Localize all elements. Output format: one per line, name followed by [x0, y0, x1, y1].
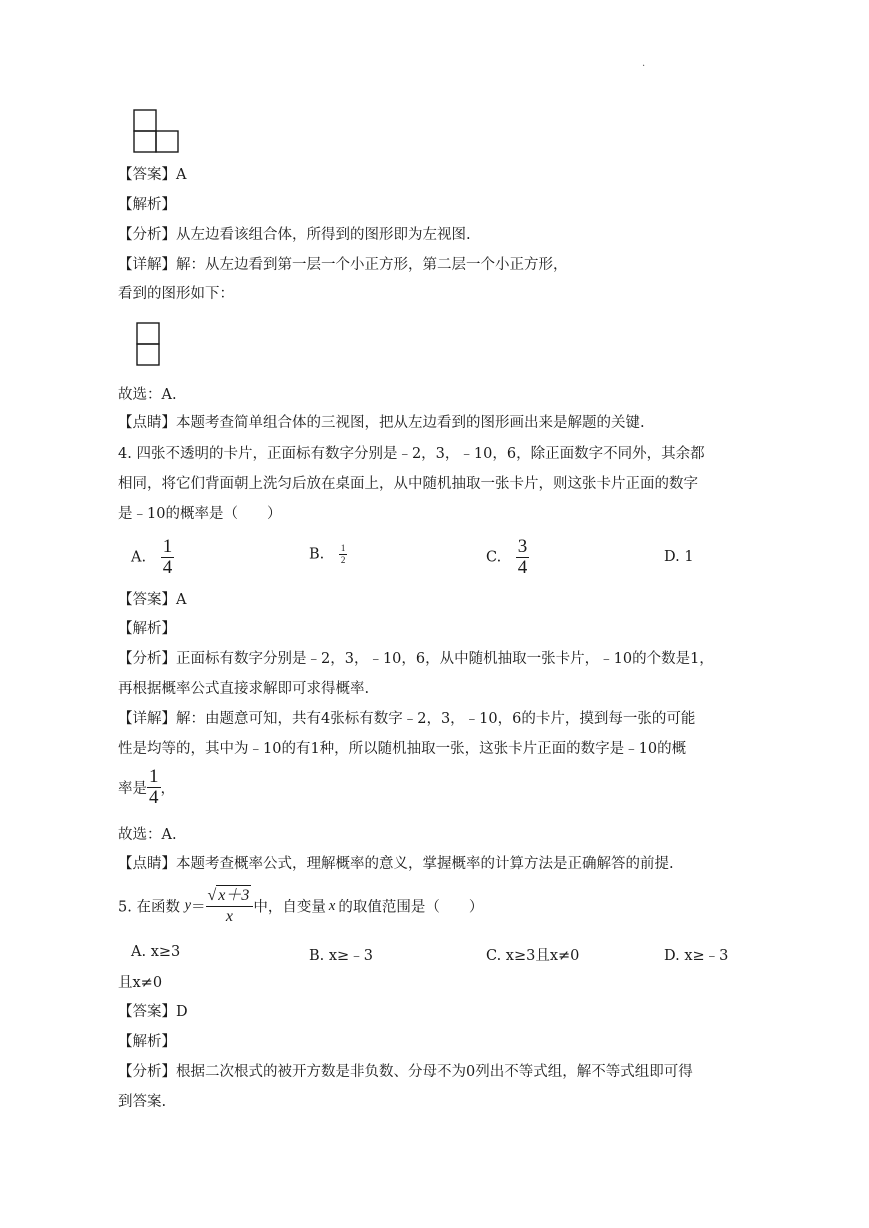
q5-option-b: B. x≥﹣3	[309, 948, 373, 964]
q3-analysis-head: 【解析】	[118, 197, 176, 213]
q5-option-c: C. x≥3且x≠0	[486, 948, 580, 964]
q3-choose: 故选：A.	[118, 387, 177, 403]
q4-option-a-fraction	[161, 537, 175, 578]
q4-option-b-label: B.	[309, 546, 325, 563]
q5-stem-x: x	[328, 897, 336, 914]
q4-option-a	[131, 537, 174, 578]
q4-option-d: D. 1	[664, 549, 694, 565]
q5-stem-post: 中，自变量	[253, 899, 326, 916]
q4-stem-line1: 4. 四张不透明的卡片，正面标有数字分别是﹣2，3，﹣10，6，除正面数字不同外，其余都	[118, 446, 705, 462]
q4-fenxi-line2: 再根据概率公式直接求解即可求得概率.	[118, 681, 370, 697]
q4-option-b	[309, 543, 347, 566]
q4-option-b-fraction	[339, 543, 348, 566]
q4-option-a-label: A.	[131, 549, 147, 566]
q4-xiangjie-line3	[118, 767, 175, 808]
q5-stem-pre: 5. 在函数	[118, 899, 180, 916]
q5-analysis-head: 【解析】	[118, 1034, 176, 1050]
q5-function-fraction	[206, 885, 254, 927]
q4-xiangjie-line2: 性是均等的，其中为﹣10的有1种，所以随机抽取一张，这张卡片正面的数字是﹣10的概	[118, 741, 687, 757]
q4-option-c-fraction	[516, 537, 530, 578]
q4-dianjing: 【点睛】本题考查概率公式，理解概率的意义，掌握概率的计算方法是正确解答的前提.	[118, 856, 674, 872]
q4-option-c-denominator: 4	[517, 557, 528, 578]
q4-xiangjie-denominator: 4	[149, 787, 159, 808]
q5-function-denominator: x	[225, 908, 233, 925]
q4-option-c	[486, 537, 529, 578]
q5-stem-y: y	[184, 897, 191, 914]
q4-option-c-label: C.	[486, 549, 502, 566]
q4-analysis-head: 【解析】	[118, 621, 176, 637]
q5-fenxi-line2: 到答案.	[118, 1094, 167, 1110]
q3-see: 看到的图形如下：	[118, 286, 234, 302]
q3-fenxi: 【分析】从左边看该组合体，所得到的图形即为左视图.	[118, 227, 471, 243]
q5-function-numerator: √ x＋3	[206, 885, 254, 907]
q3-xiangjie: 【详解】解：从左边看到第一层一个小正方形，第二层一个小正方形，	[118, 257, 568, 273]
q5-stem-eq: ＝	[191, 899, 206, 916]
q4-choose: 故选：A.	[118, 827, 177, 843]
q3-answer: 【答案】A	[118, 167, 187, 183]
q4-option-b-numerator: 1	[340, 543, 346, 553]
q4-xiangjie-fraction	[147, 767, 161, 808]
two-stacked-squares-icon	[136, 322, 162, 368]
q5-stem	[118, 885, 483, 927]
q4-option-b-denominator: 2	[340, 555, 346, 565]
q4-option-a-numerator: 1	[162, 536, 173, 557]
l-shape-three-squares-icon	[133, 109, 181, 155]
q4-stem-line3: 是﹣10的概率是（ ）	[118, 506, 282, 522]
q4-option-a-denominator: 4	[162, 557, 173, 578]
q5-answer: 【答案】D	[118, 1004, 188, 1020]
q5-option-d-wrap: 且x≠0	[118, 975, 163, 991]
q4-fenxi-line1: 【分析】正面标有数字分别是﹣2，3，﹣10，6，从中随机抽取一张卡片，﹣10的个数是1，	[118, 651, 714, 667]
q5-sqrt-radicand: x＋3	[218, 887, 250, 904]
q5-stem-tail: 的取值范围是（ ）	[338, 899, 484, 916]
q4-option-c-numerator: 3	[517, 536, 528, 557]
q4-answer: 【答案】A	[118, 592, 187, 608]
q4-stem-line2: 相同，将它们背面朝上洗匀后放在桌面上，从中随机抽取一张卡片，则这张卡片正面的数字	[118, 476, 698, 492]
q4-xiangjie-line1: 【详解】解：由题意可知，共有4张标有数字﹣2，3，﹣10，6的卡片，摸到每一张的可能	[118, 711, 696, 727]
q5-option-d: D. x≥﹣3	[664, 948, 729, 964]
header-mark: .	[642, 58, 646, 69]
q5-option-a: A. x≥3	[131, 944, 181, 960]
q4-xiangjie-line3-post: ，	[160, 781, 175, 797]
q4-xiangjie-numerator: 1	[149, 766, 159, 787]
q5-fenxi-line1: 【分析】根据二次根式的被开方数是非负数、分母不为0列出不等式组，解不等式组即可得	[118, 1064, 693, 1080]
q4-xiangjie-line3-pre: 率是	[118, 781, 147, 797]
q3-dianjing: 【点睛】本题考查简单组合体的三视图，把从左边看到的图形画出来是解题的关键.	[118, 415, 645, 431]
